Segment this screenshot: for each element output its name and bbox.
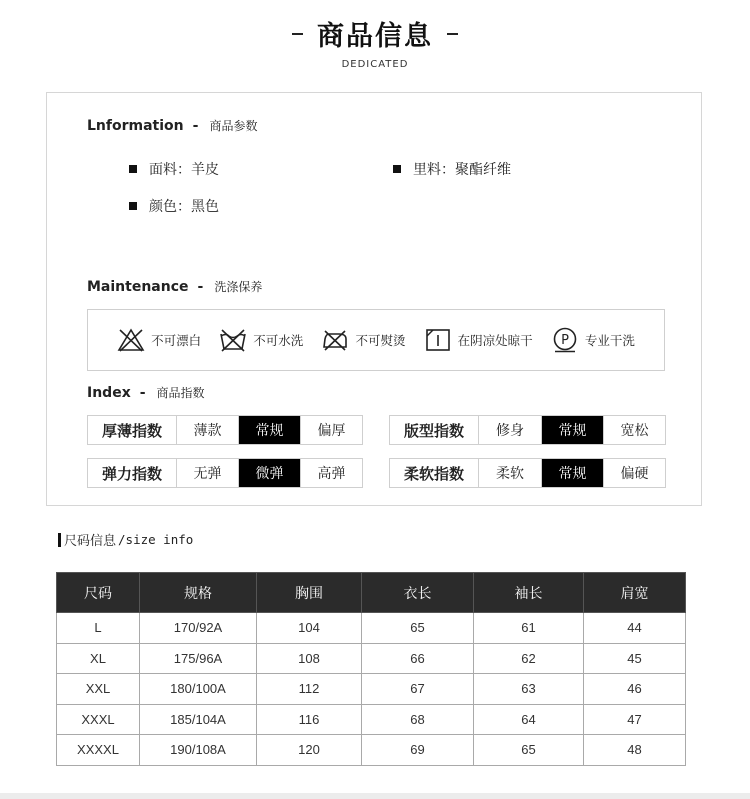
title-bar-marker — [58, 533, 61, 547]
shade-dry-icon — [424, 327, 452, 353]
size-table-header: 衣长 — [362, 573, 474, 613]
index-row-fit — [389, 415, 666, 445]
spec-item-color — [129, 196, 219, 216]
table-cell: 120 — [257, 735, 362, 766]
table-row — [57, 704, 686, 735]
table-cell: 108 — [257, 643, 362, 674]
page-header — [0, 14, 750, 70]
index-heading-en: Index — [87, 384, 131, 401]
table-cell: 104 — [257, 613, 362, 644]
product-info-card — [46, 92, 702, 506]
index-heading — [87, 384, 205, 401]
no-wash-icon — [219, 327, 247, 353]
index-row-elasticity — [87, 458, 363, 488]
index-option: 薄款 — [176, 416, 238, 444]
care-label: 不可熨烫 — [355, 333, 406, 348]
table-cell: 65 — [474, 735, 584, 766]
table-cell: 46 — [584, 674, 686, 705]
size-table-header-row — [57, 573, 686, 613]
heading-dash: - — [197, 278, 204, 295]
table-row — [57, 674, 686, 705]
table-cell: 175/96A — [140, 643, 257, 674]
care-instructions-box — [87, 309, 665, 371]
table-cell: 68 — [362, 704, 474, 735]
table-row — [57, 643, 686, 674]
spec-label: 里料：聚酯纤维 — [413, 162, 511, 178]
table-cell: XL — [57, 643, 140, 674]
index-name: 弹力指数 — [101, 464, 162, 483]
table-row — [57, 735, 686, 766]
index-option: 修身 — [478, 416, 541, 444]
table-cell: 47 — [584, 704, 686, 735]
care-label: 在阴凉处晾干 — [457, 333, 533, 348]
table-cell: 65 — [362, 613, 474, 644]
spec-item-fabric — [129, 159, 219, 179]
title-dash-left — [292, 33, 303, 35]
size-table-header: 肩宽 — [584, 573, 686, 613]
care-item-no-iron — [321, 327, 405, 353]
table-cell: 112 — [257, 674, 362, 705]
size-info-title-en: /size info — [118, 532, 194, 547]
no-bleach-icon — [117, 327, 145, 353]
care-item-no-bleach — [117, 327, 201, 353]
size-table — [56, 572, 686, 766]
table-cell: 61 — [474, 613, 584, 644]
table-cell: XXXXL — [57, 735, 140, 766]
table-cell: 63 — [474, 674, 584, 705]
professional-dry-clean-icon — [551, 327, 579, 353]
heading-dash: - — [139, 384, 146, 401]
table-cell: XXL — [57, 674, 140, 705]
index-option: 柔软 — [478, 459, 541, 487]
table-cell: 62 — [474, 643, 584, 674]
size-info-title — [58, 530, 193, 549]
index-name: 柔软指数 — [403, 464, 464, 483]
index-heading-cn: 商品指数 — [156, 386, 205, 400]
care-label: 专业干洗 — [584, 333, 635, 348]
table-cell: L — [57, 613, 140, 644]
index-option: 偏硬 — [603, 459, 665, 487]
table-row — [57, 613, 686, 644]
maintenance-heading-cn: 洗涤保养 — [214, 280, 263, 294]
table-cell: 66 — [362, 643, 474, 674]
bullet-square-icon — [129, 165, 137, 173]
index-name: 厚薄指数 — [101, 421, 162, 440]
care-label: 不可漂白 — [151, 333, 202, 348]
index-option-selected: 微弹 — [238, 459, 300, 487]
table-cell: 190/108A — [140, 735, 257, 766]
table-cell: 64 — [474, 704, 584, 735]
table-cell: 48 — [584, 735, 686, 766]
table-cell: 116 — [257, 704, 362, 735]
maintenance-heading — [87, 278, 262, 295]
index-option: 高弹 — [300, 459, 362, 487]
index-option: 无弹 — [176, 459, 238, 487]
spec-label: 颜色：黑色 — [149, 199, 219, 215]
index-option-selected: 常规 — [541, 459, 603, 487]
index-option: 偏厚 — [300, 416, 362, 444]
care-item-professional-dry-clean — [551, 327, 635, 353]
title-dash-right — [447, 33, 458, 35]
care-item-shade-dry — [424, 327, 533, 353]
heading-dash: - — [192, 117, 199, 134]
index-option: 宽松 — [603, 416, 665, 444]
bottom-divider — [0, 793, 750, 799]
spec-item-lining — [393, 159, 511, 179]
table-cell: 170/92A — [140, 613, 257, 644]
bullet-square-icon — [129, 202, 137, 210]
size-table-header: 尺码 — [57, 573, 140, 613]
index-row-softness — [389, 458, 666, 488]
size-table-header: 规格 — [140, 573, 257, 613]
index-option-selected: 常规 — [541, 416, 603, 444]
index-name: 版型指数 — [403, 421, 464, 440]
table-cell: 69 — [362, 735, 474, 766]
information-heading-en: Lnformation — [87, 117, 184, 134]
table-cell: 44 — [584, 613, 686, 644]
care-item-no-wash — [219, 327, 303, 353]
size-info-title-cn: 尺码信息 — [64, 534, 117, 549]
maintenance-heading-en: Maintenance — [87, 278, 189, 295]
page-subtitle: DEDICATED — [341, 59, 409, 70]
svg-text:P: P — [560, 333, 569, 348]
bullet-square-icon — [393, 165, 401, 173]
page-title: 商品信息 — [317, 21, 433, 52]
information-heading-cn: 商品参数 — [209, 119, 258, 133]
title-row — [0, 14, 750, 53]
table-cell: XXXL — [57, 704, 140, 735]
size-table-header: 胸围 — [257, 573, 362, 613]
no-iron-icon — [321, 327, 349, 353]
index-row-thickness — [87, 415, 363, 445]
spec-label: 面料：羊皮 — [149, 162, 219, 178]
care-label: 不可水洗 — [253, 333, 304, 348]
size-table-header: 袖长 — [474, 573, 584, 613]
information-heading — [87, 117, 257, 134]
table-cell: 67 — [362, 674, 474, 705]
table-cell: 185/104A — [140, 704, 257, 735]
index-option-selected: 常规 — [238, 416, 300, 444]
table-cell: 180/100A — [140, 674, 257, 705]
table-cell: 45 — [584, 643, 686, 674]
